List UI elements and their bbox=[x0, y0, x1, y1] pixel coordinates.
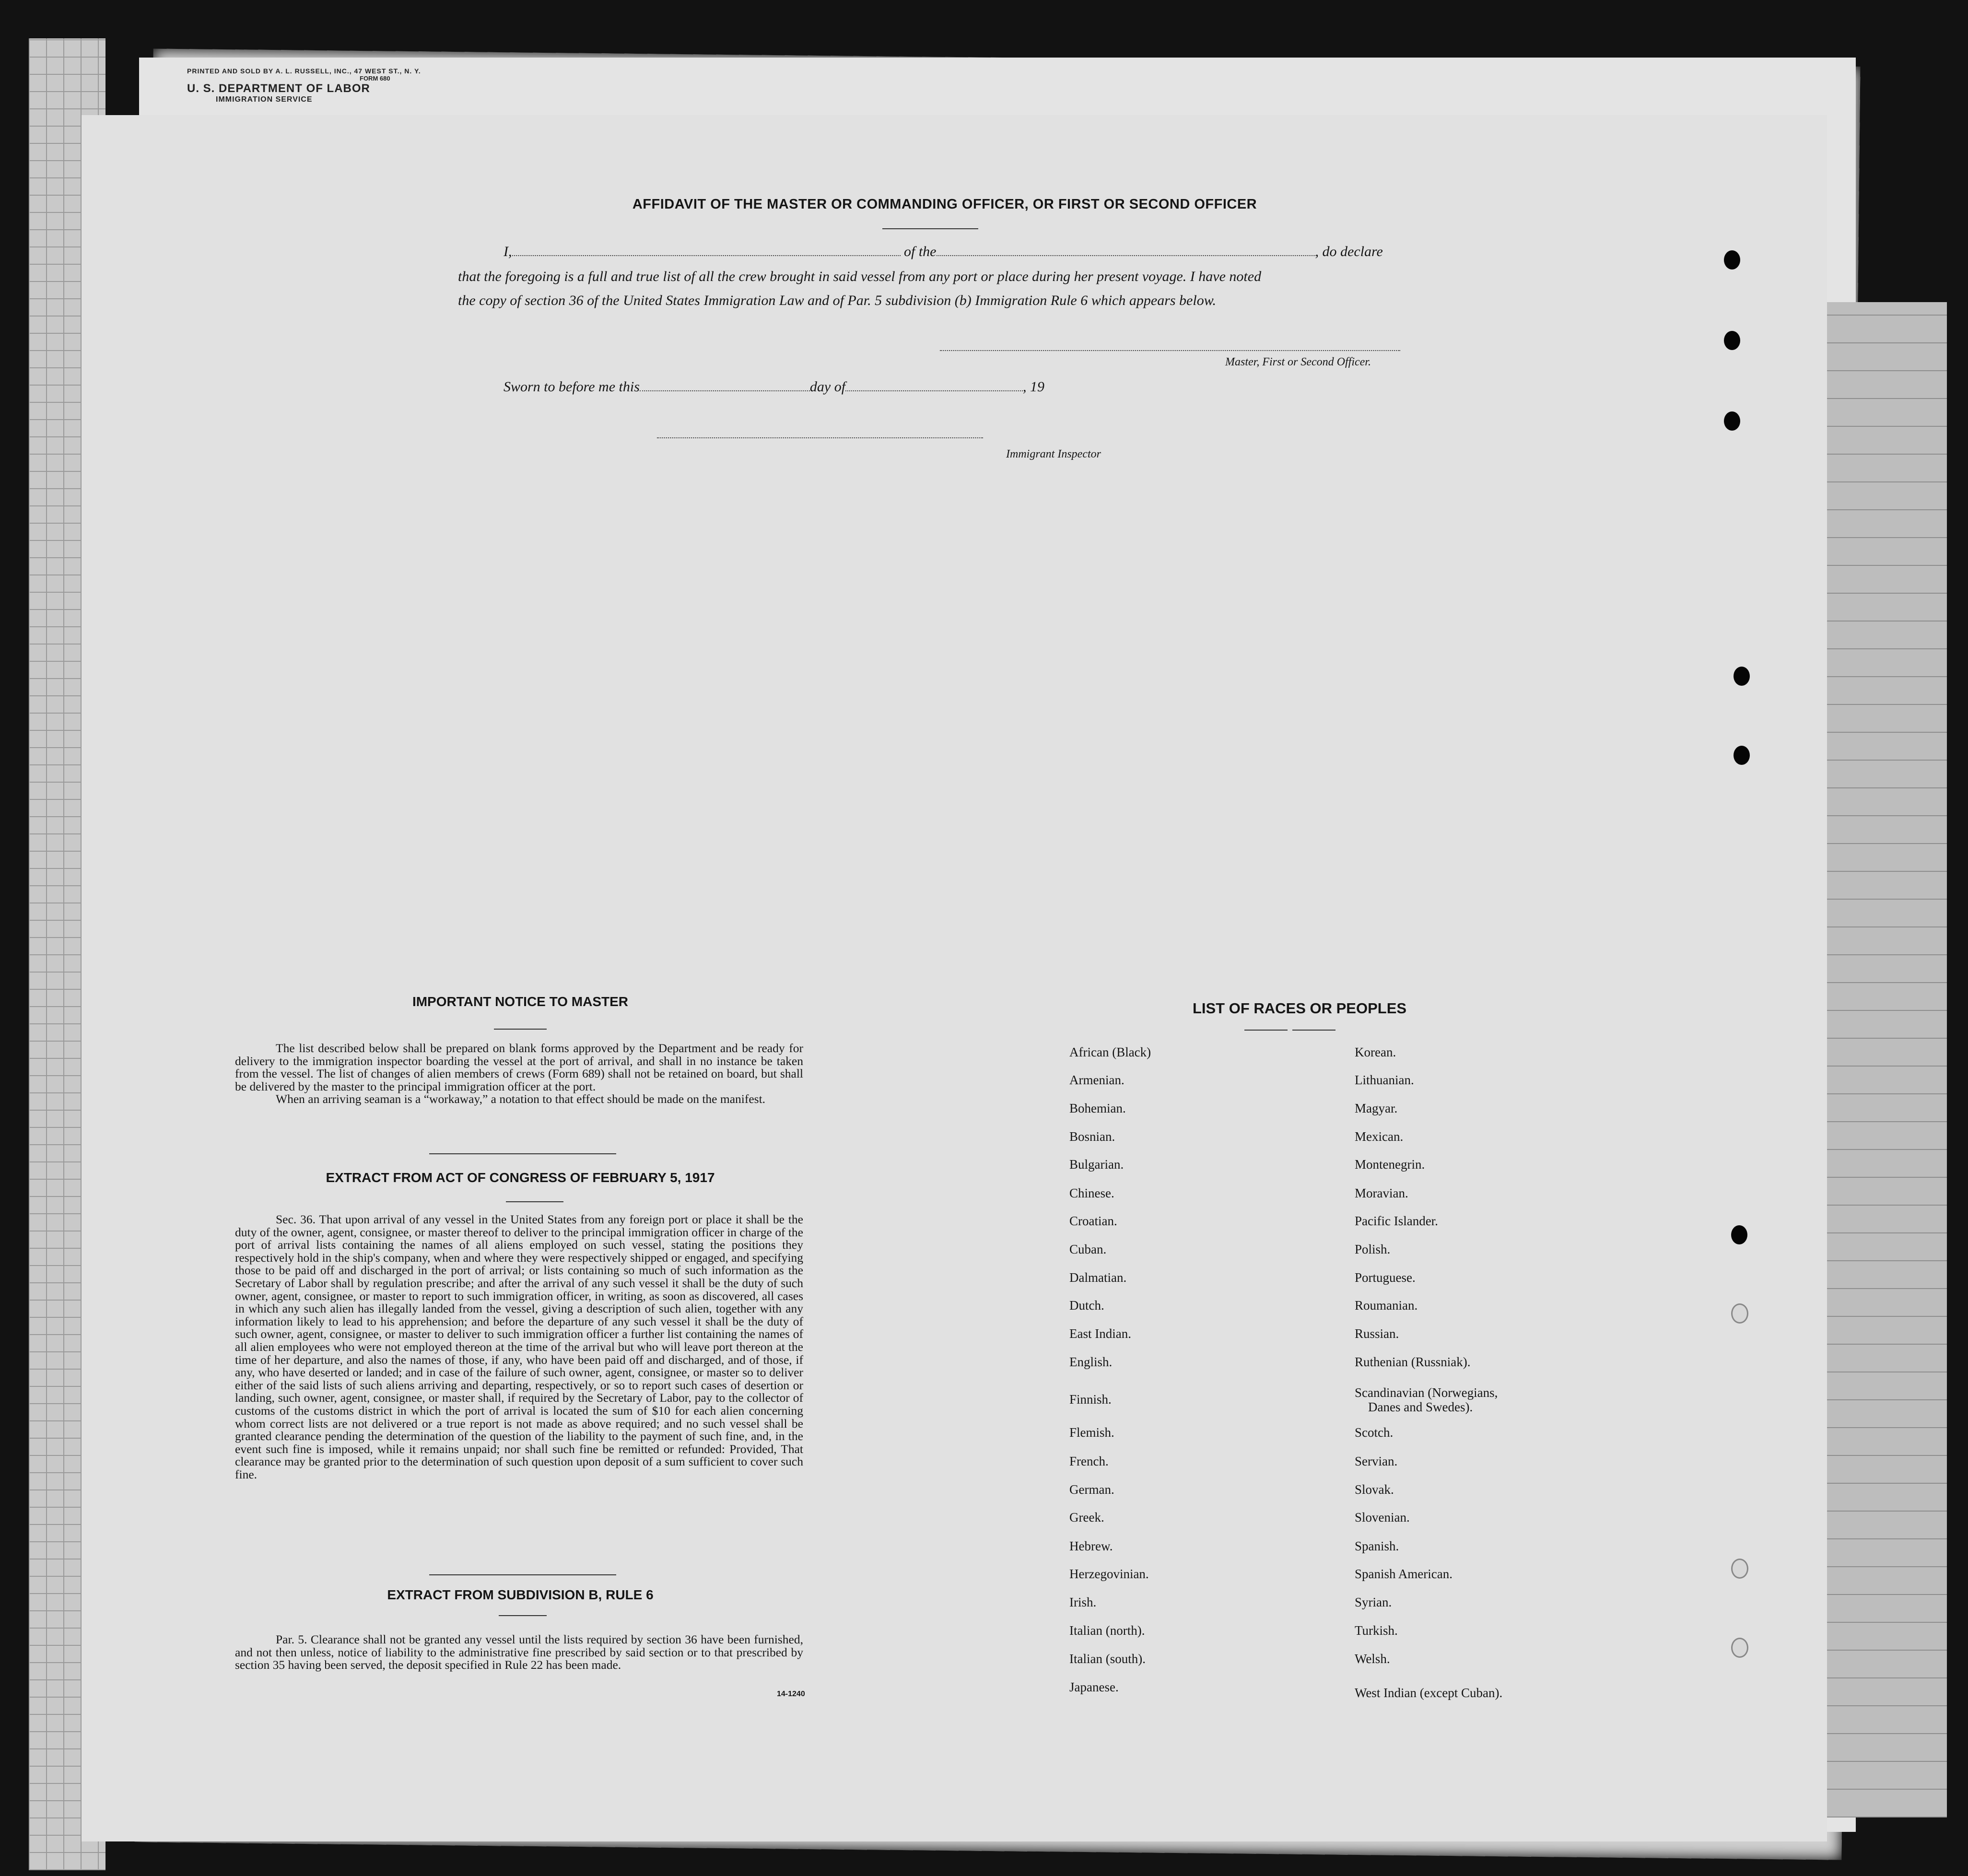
extract-act-body bbox=[235, 1213, 803, 1481]
races-right-column bbox=[1355, 0, 1690, 1876]
affidavit-title: AFFIDAVIT OF THE MASTER OR COMMANDING OFFICER, OR FIRST OR SECOND OFFICER bbox=[632, 197, 1257, 212]
punch-hole bbox=[1724, 331, 1740, 350]
par-5-text: Par. 5. Clearance shall not be granted any vessel until the lists required by section 36 have been furnished, and not then unless, notice of liability to the administrative fine prescribed by said section or to that prescribed by section 35 having been served, the deposit specified in Rule 22 has been made. bbox=[235, 1632, 803, 1672]
affidavit-i: I, bbox=[504, 244, 512, 259]
section-divider bbox=[429, 1574, 616, 1575]
name-blank[interactable] bbox=[512, 253, 901, 256]
race-item: Hebrew. bbox=[1069, 1539, 1113, 1553]
punch-hole bbox=[1724, 411, 1740, 431]
affidavit-of-the: of the bbox=[904, 244, 937, 259]
master-signature-label: Master, First or Second Officer. bbox=[1225, 356, 1371, 368]
race-item: Pacific Islander. bbox=[1355, 1214, 1438, 1228]
extract-rule-title: EXTRACT FROM SUBDIVISION B, RULE 6 bbox=[387, 1587, 654, 1602]
title-rule bbox=[882, 228, 978, 229]
race-item: Scotch. bbox=[1355, 1425, 1394, 1440]
race-item: Armenian. bbox=[1069, 1073, 1125, 1087]
race-item: Japanese. bbox=[1069, 1680, 1119, 1694]
race-item: Welsh. bbox=[1355, 1652, 1390, 1666]
extract-rule-rule bbox=[499, 1615, 547, 1616]
race-item: Bulgarian. bbox=[1069, 1157, 1124, 1172]
race-item: Spanish. bbox=[1355, 1539, 1399, 1553]
punch-hole bbox=[1731, 1638, 1748, 1658]
race-item: German. bbox=[1069, 1482, 1114, 1497]
race-item: Slovak. bbox=[1355, 1482, 1394, 1497]
extract-rule-body bbox=[235, 1633, 803, 1672]
race-item: Servian. bbox=[1355, 1454, 1398, 1468]
service-line: IMMIGRATION SERVICE bbox=[216, 95, 313, 104]
punch-hole bbox=[1724, 250, 1740, 270]
race-item: Magyar. bbox=[1355, 1101, 1398, 1115]
race-item: Turkish. bbox=[1355, 1623, 1398, 1638]
punch-hole bbox=[1734, 667, 1750, 686]
notice-paragraph-2: When an arriving seaman is a “workaway,” a notation to that effect should be made on the manifest. bbox=[276, 1092, 766, 1106]
race-item: Bosnian. bbox=[1069, 1129, 1115, 1144]
race-item: Bohemian. bbox=[1069, 1101, 1126, 1115]
section-36-text: Sec. 36. That upon arrival of any vessel in the United States from any foreign port or place it shall be the duty of the owner, agent, consignee, or master thereof to deliver to the principal immigration officer in charge of the port of arrival lists containing the names of all aliens employed on such vessel, stating the positions they respectively hold in the ship's company, when and where they were respectively shipped or engaged, and specifying those to be paid off and discharged in the port of arrival; or lists containing so much of such information as the Secretary of Labor shall by regulation prescribe; and after the arrival of any such vessel it shall be the duty of such owner, agent, consignee, or master to report to such immigration officer, in writing, as soon as discovered, all cases in which any such alien has illegally landed from the vessel, giving a description of such alien, together with any information likely to lead to his apprehension; and before the departure of any such vessel it shall be the duty of such owner, agent, consignee, or master to deliver to such immigration officer a further list containing the names of all alien employees who were not employed thereon at the time of the arrival but who will leave port thereon at the time of her departure, and also the names of those, if any, who have been paid off and discharged, and of those, if any, who have deserted or landed; and in case of the failure of such owner, agent, consignee, or master so to deliver either of the said lists of such aliens arriving and departing, respectively, or so to report such cases of desertion or landing, such owner, agent, consignee, or master shall, if required by the Secretary of Labor, pay to the collector of customs of the customs district in which the port of arrival is located the sum of $10 for each alien concerning whom correct lists are not delivered or a true report is not made as above required; and no such vessel shall be granted clearance pending the determination of the question of the liability to the payment of such fine, and, in the event such fine is imposed, while it remains unpaid; nor shall such fine be remitted or refunded: Provided, That clearance may be granted prior to the determination of such question upon deposit of a sum sufficient to cover such fine. bbox=[235, 1212, 803, 1481]
race-item: East Indian. bbox=[1069, 1326, 1131, 1341]
race-item: Montenegrin. bbox=[1355, 1157, 1425, 1172]
race-item: Finnish. bbox=[1069, 1392, 1112, 1407]
punch-hole bbox=[1731, 1225, 1747, 1244]
race-item: Dutch. bbox=[1069, 1298, 1104, 1313]
punch-hole bbox=[1734, 746, 1750, 765]
race-item-continuation: Danes and Swedes). bbox=[1368, 1400, 1473, 1414]
punch-hole bbox=[1731, 1303, 1748, 1324]
sworn-prefix: Sworn to before me this bbox=[504, 379, 640, 395]
race-item: English. bbox=[1069, 1355, 1113, 1369]
department-line: U. S. DEPARTMENT OF LABOR bbox=[187, 82, 370, 95]
punch-hole bbox=[1731, 1559, 1748, 1579]
race-item: Portuguese. bbox=[1355, 1270, 1416, 1285]
section-divider bbox=[429, 1153, 616, 1154]
affidavit-line-3: the copy of section 36 of the United States Immigration Law and of Par. 5 subdivision (b) Immigration Rule 6 which appears below. bbox=[458, 293, 1216, 308]
notice-title: IMPORTANT NOTICE TO MASTER bbox=[412, 994, 629, 1009]
notice-rule bbox=[494, 1029, 547, 1030]
race-item: Cuban. bbox=[1069, 1242, 1107, 1256]
race-item: Slovenian. bbox=[1355, 1510, 1410, 1524]
extract-act-title: EXTRACT FROM ACT OF CONGRESS OF FEBRUARY 5, 1917 bbox=[326, 1170, 715, 1185]
sworn-day-blank[interactable] bbox=[640, 388, 810, 391]
sworn-year: , 19 bbox=[1023, 379, 1045, 395]
form-line: FORM 680 bbox=[360, 75, 390, 82]
under-sheet-header bbox=[187, 67, 421, 104]
race-item: Greek. bbox=[1069, 1510, 1104, 1524]
sworn-day-of: day of bbox=[809, 379, 846, 395]
race-item: Mexican. bbox=[1355, 1129, 1404, 1144]
race-item: Croatian. bbox=[1069, 1214, 1117, 1228]
race-item: Korean. bbox=[1355, 1045, 1396, 1059]
race-item: Italian (south). bbox=[1069, 1652, 1146, 1666]
form-number: 14-1240 bbox=[777, 1690, 805, 1698]
race-item: Italian (north). bbox=[1069, 1623, 1145, 1638]
races-title: LIST OF RACES OR PEOPLES bbox=[1192, 1000, 1407, 1017]
sworn-line bbox=[504, 379, 1044, 395]
inspector-label: Immigrant Inspector bbox=[1006, 448, 1101, 460]
race-item: Spanish American. bbox=[1355, 1567, 1453, 1581]
race-item: Chinese. bbox=[1069, 1186, 1114, 1200]
race-item: Irish. bbox=[1069, 1595, 1097, 1609]
race-item: Moravian. bbox=[1355, 1186, 1408, 1200]
race-item: Polish. bbox=[1355, 1242, 1391, 1256]
inspector-signature-line[interactable] bbox=[657, 437, 983, 438]
races-left-column bbox=[1069, 0, 1357, 1876]
race-item: Roumanian. bbox=[1355, 1298, 1418, 1313]
race-item: West Indian (except Cuban). bbox=[1355, 1686, 1503, 1700]
race-item: French. bbox=[1069, 1454, 1109, 1468]
affidavit-declare: , do declare bbox=[1315, 244, 1383, 259]
race-item: Flemish. bbox=[1069, 1425, 1114, 1440]
sworn-month-blank[interactable] bbox=[845, 388, 1023, 391]
printer-line: PRINTED AND SOLD BY A. L. RUSSELL, INC., 47 WEST ST., N. Y. bbox=[187, 67, 421, 75]
extract-act-rule bbox=[506, 1201, 563, 1202]
race-item: Syrian. bbox=[1355, 1595, 1392, 1609]
race-item: African (Black) bbox=[1069, 1045, 1151, 1059]
race-item: Ruthenian (Russniak). bbox=[1355, 1355, 1471, 1369]
race-item: Herzegovinian. bbox=[1069, 1567, 1149, 1581]
race-item: Lithuanian. bbox=[1355, 1073, 1414, 1087]
notice-paragraph-1: The list described below shall be prepared on blank forms approved by the Department and be ready for delivery to the immigration inspector boarding the vessel at the port of arrival, and shall in no instance be taken from the vessel. The list of changes of alien members of crews (Form 689) shall not be retained on board, but shall be delivered by the master to the principal immigration officer at the port. bbox=[235, 1041, 803, 1093]
notice-body bbox=[235, 1042, 803, 1106]
race-item: Scandinavian (Norwegians, bbox=[1355, 1385, 1498, 1400]
affidavit-line-2: that the foregoing is a full and true list of all the crew brought in said vessel from any port or place during her present voyage. I have noted bbox=[458, 269, 1262, 284]
race-item: Russian. bbox=[1355, 1326, 1399, 1341]
race-item: Dalmatian. bbox=[1069, 1270, 1127, 1285]
